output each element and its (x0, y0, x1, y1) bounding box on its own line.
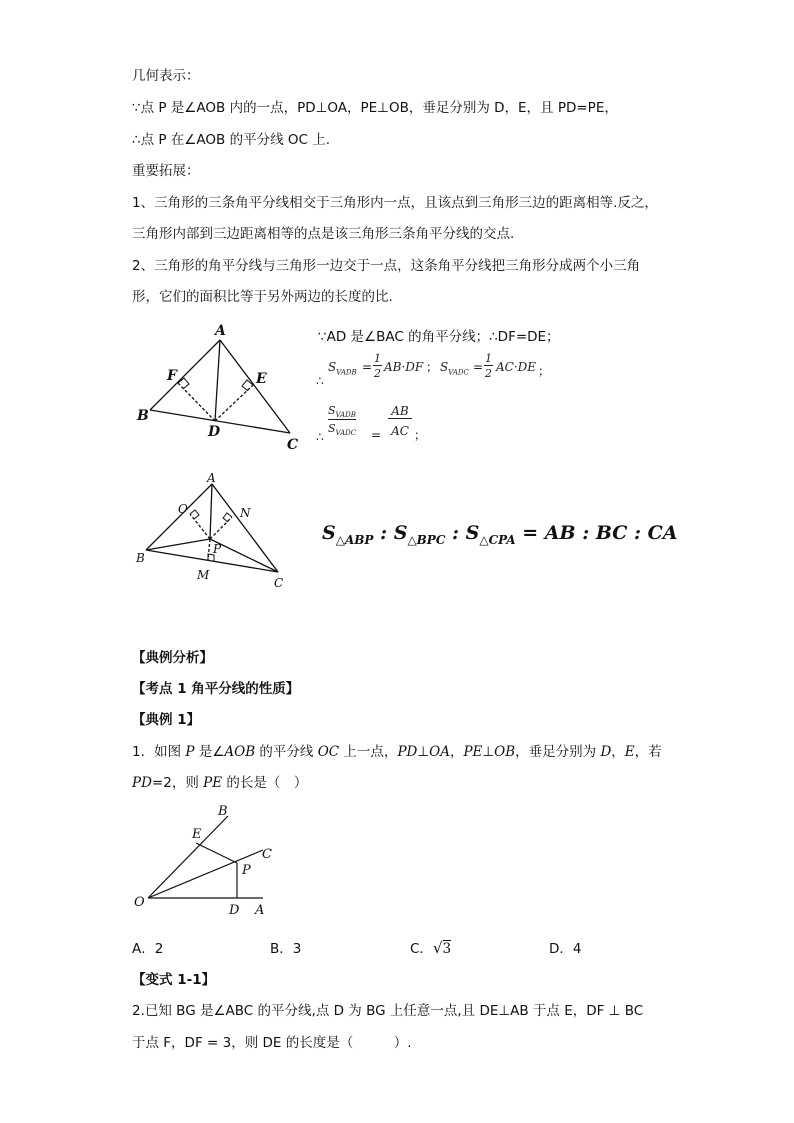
fig1-end-semi-1: ； (538, 364, 551, 378)
fig3-label-p: P (242, 863, 251, 878)
fig2-label-b: B (136, 551, 145, 565)
fig1-eq-2: = (473, 360, 484, 374)
question-1-line-2: PD=2，则 PE 的长是（ ） (132, 775, 308, 791)
geo-line-1: ∵点 P 是∠AOB 内的一点，PD⊥OA，PE⊥OB，垂足分别为 D，E，且 PD=PE， (132, 100, 618, 116)
fig2-label-n: N (240, 506, 251, 520)
fig1-label-d: D (208, 424, 221, 440)
example-1-tag: 【典例 1】 (132, 712, 201, 728)
question-2-line-2: 于点 F，DF = 3，则 DE 的长度是（ ）. (132, 1035, 412, 1051)
fig1-s-adc: $S_{VADC}$ (440, 360, 469, 377)
figure3-angle (130, 800, 290, 922)
fig2-label-p: P (213, 542, 222, 556)
fig2-label-a: A (207, 471, 216, 485)
point-1-heading: 【考点 1 角平分线的性质】 (132, 681, 300, 697)
ext2-line-2: 形，它们的面积比等于另外两边的长度的比. (132, 289, 393, 305)
fig1-therefore-2: ∴ (316, 430, 324, 444)
figure2-triangle (132, 472, 297, 597)
ext2-line-1: 2、三角形的角平分线与三角形一边交于一点，这条角平分线把三角形分成两个小三角 (132, 258, 641, 274)
fig2-label-c: C (274, 576, 284, 590)
fig3-label-o: O (134, 895, 145, 910)
fig1-eq-1: = (362, 360, 373, 374)
figure1-triangle (135, 318, 310, 453)
fig1-label-e: E (256, 371, 267, 387)
fig1-therefore-1: ∴ (316, 374, 324, 388)
area-ratio-formula: $S_{\triangle ABP}$ : $S_{\triangle BPC}$ : $S_{\triangle CPA}$ = AB : BC : CA (322, 522, 678, 547)
question-2-line-1: 2.已知 BG 是∠ABC 的平分线,点 D 为 BG 上任意一点,且 DE⊥AB 于点 E，DF ⊥ BC (132, 1003, 644, 1019)
fig1-label-b: B (137, 408, 149, 424)
section-heading: 【典例分析】 (132, 650, 213, 666)
option-a[interactable]: A．2 (132, 941, 164, 957)
option-d[interactable]: D．4 (549, 941, 582, 957)
question-1-line-1: 1．如图 P 是∠AOB 的平分线 OC 上一点，PD⊥OA，PE⊥OB，垂足分别为 D，E，若 (132, 744, 662, 760)
fig1-reason: ∵AD 是∠BAC 的角平分线；∴DF=DE； (318, 329, 560, 345)
option-c[interactable]: C．√3 (410, 939, 452, 957)
fig1-s-abd: $S_{VADB}$ (328, 360, 357, 377)
ext-heading: 重要拓展： (132, 163, 200, 179)
fig3-label-d: D (229, 903, 240, 918)
fig3-label-c: C (262, 847, 272, 862)
option-b[interactable]: B．3 (270, 941, 302, 957)
fig1-half-den-1: 2 (374, 367, 381, 380)
fig1-sep: ； (426, 360, 439, 374)
fig1-label-a: A (215, 323, 226, 339)
fig1-ab-df: AB·DF (384, 360, 424, 374)
fig1-ac-de: AC·DE (496, 360, 537, 374)
fig3-label-b: B (218, 804, 228, 819)
fig1-ratio-ac: AC (391, 424, 409, 438)
fig1-ratio-num: $S_{VADB}$ (328, 404, 356, 420)
fig1-ratio-den: $S_{VADC}$ (328, 422, 357, 438)
fig1-label-f: F (167, 368, 177, 384)
fig2-label-o: O (178, 502, 188, 516)
fig3-label-a: A (255, 903, 265, 918)
fig1-half-num-1: 1 (374, 352, 381, 365)
fig1-eq-3: = (371, 428, 382, 442)
fig2-label-m: M (197, 568, 210, 582)
fig3-label-e: E (192, 827, 202, 842)
geo-line-2: ∴点 P 在∠AOB 的平分线 OC 上. (132, 132, 331, 148)
fig1-label-c: C (287, 437, 299, 453)
fig1-half-den-2: 2 (485, 367, 492, 380)
geo-heading: 几何表示： (132, 68, 200, 84)
ext1-line-1: 1、三角形的三条角平分线相交于三角形内一点，且该点到三角形三边的距离相等.反之， (132, 195, 658, 211)
ext1-line-2: 三角形内部到三边距离相等的点是该三角形三条角平分线的交点. (132, 226, 515, 242)
fig1-half-num-2: 1 (485, 352, 492, 365)
fig1-ratio-ab: AB (388, 404, 412, 419)
variant-1-1-tag: 【变式 1-1】 (132, 972, 216, 988)
fig1-end-semi-2: ； (414, 428, 427, 442)
